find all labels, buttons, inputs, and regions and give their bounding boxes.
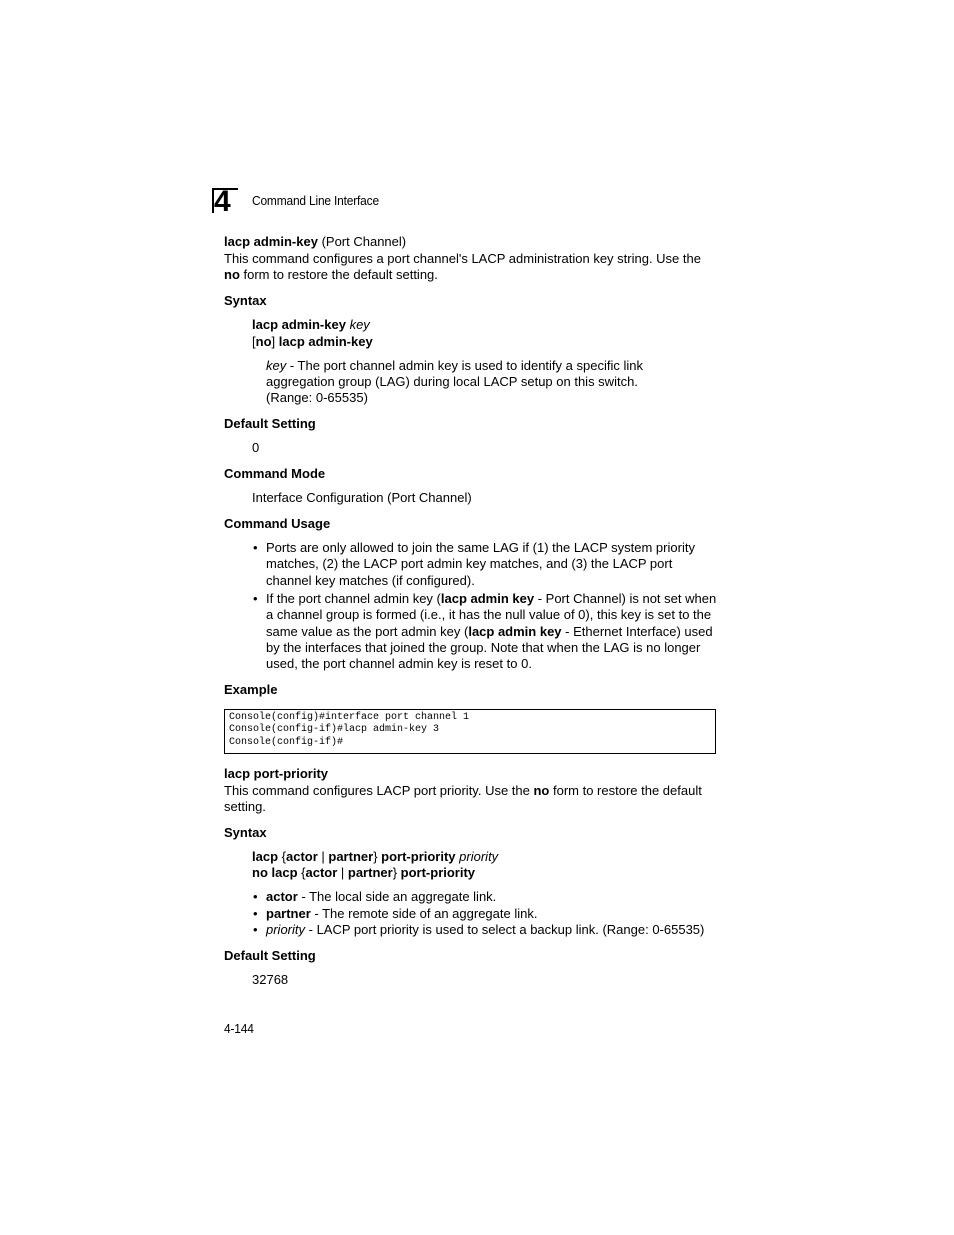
usage2-line2: a channel group is formed (i.e., it has the null value of 0), this key is set to the — [266, 607, 712, 622]
chapter-number: 4 — [214, 185, 231, 218]
param-priority: priority - LACP port priority is used to select a backup link. (Range: 0-65535) — [266, 922, 705, 937]
default-setting-heading: Default Setting — [224, 948, 316, 963]
syntax2-line2: no lacp {actor | partner} port-priority — [252, 865, 476, 880]
syntax-heading: Syntax — [224, 825, 267, 840]
section2-description-line1: This command configures LACP port priority. Use the no form to restore the default — [224, 783, 702, 798]
bullet: • — [253, 906, 258, 921]
usage2-line5: used, the port channel admin key is reset to 0. — [266, 656, 532, 671]
syntax-heading: Syntax — [224, 293, 267, 308]
chapter-title: Command Line Interface — [252, 193, 379, 208]
code-line: Console(config)#interface port channel 1 — [229, 712, 470, 723]
syntax-line1: lacp admin-key key — [252, 317, 370, 332]
usage1-line3: channel key matches (if configured). — [266, 573, 475, 588]
section-title-lacp-admin-key: lacp admin-key (Port Channel) — [224, 234, 407, 249]
usage2-line4: by the interfaces that joined the group. Note that when the LAG is no longer — [266, 640, 701, 655]
section-title-lacp-port-priority: lacp port-priority — [224, 766, 329, 781]
syntax-line2: [no] lacp admin-key — [252, 334, 373, 349]
usage2-line1: If the port channel admin key (lacp admin key - Port Channel) is not set when — [266, 591, 717, 606]
syntax2-line1: lacp {actor | partner} port-priority priority — [252, 849, 499, 864]
param-key-line1: key - The port channel admin key is used to identify a specific link — [266, 358, 643, 373]
bullet: • — [253, 540, 258, 555]
example-heading: Example — [224, 682, 278, 697]
section2-description-line2: setting. — [224, 799, 266, 814]
command-mode-value: Interface Configuration (Port Channel) — [252, 490, 472, 505]
usage2-line3: same value as the port admin key (lacp admin key - Ethernet Interface) used — [266, 624, 713, 639]
bullet: • — [253, 889, 258, 904]
command-mode-heading: Command Mode — [224, 466, 326, 481]
usage1-line2: matches, (2) the LACP port admin key matches, and (3) the LACP port — [266, 556, 673, 571]
bullet: • — [253, 591, 258, 606]
param-key-line2: aggregation group (LAG) during local LACP setup on this switch. — [266, 374, 638, 389]
param-actor: actor - The local side an aggregate link. — [266, 889, 497, 904]
code-line: Console(config-if)#lacp admin-key 3 — [229, 724, 440, 735]
bullet: • — [253, 922, 258, 937]
default-setting-value: 32768 — [252, 972, 289, 987]
usage1-line1: Ports are only allowed to join the same LAG if (1) the LACP system priority — [266, 540, 695, 555]
param-partner: partner - The remote side of an aggregate link. — [266, 906, 538, 921]
param-key-line3: (Range: 0-65535) — [266, 390, 368, 405]
section1-description-line1: This command configures a port channel's LACP administration key string. Use the — [224, 251, 701, 266]
code-line: Console(config-if)# — [229, 737, 344, 748]
command-usage-heading: Command Usage — [224, 516, 331, 531]
section1-description-line2: no form to restore the default setting. — [224, 267, 438, 282]
page-number: 4-144 — [224, 1021, 254, 1036]
default-setting-heading: Default Setting — [224, 416, 316, 431]
default-setting-value: 0 — [252, 440, 260, 455]
